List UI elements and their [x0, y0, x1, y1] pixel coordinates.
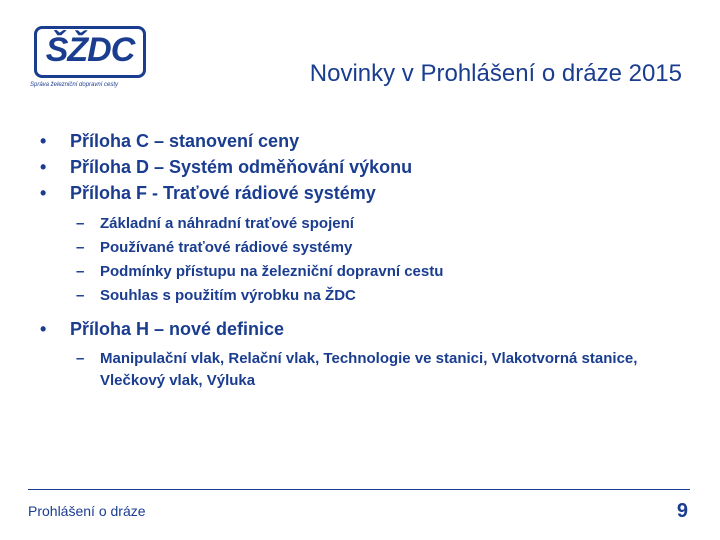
sub-item-text: Základní a náhradní traťové spojení	[100, 215, 354, 232]
bullet-text: Příloha H – nové definice	[70, 319, 285, 339]
bullet-text: Příloha D – Systém odměňování výkonu	[70, 157, 413, 177]
logo-caption: Správa železniční dopravní cesty	[30, 82, 119, 88]
bullet-marker: •	[40, 319, 47, 339]
sub-item-text: Manipulační vlak, Relační vlak, Technologie ve stanici, Vlakotvorná stanice, Vlečkový vlak, Výluka	[100, 350, 638, 389]
bullet-item	[40, 316, 700, 342]
sub-item	[40, 284, 700, 308]
bullet-text: Příloha F - Traťové rádiové systémy	[70, 183, 376, 203]
footer-divider	[28, 489, 690, 490]
bullet-text: Příloha C – stanovení ceny	[70, 131, 300, 151]
slide-content	[40, 128, 700, 400]
bullet-marker: •	[40, 157, 47, 177]
slide-title: Novinky v Prohlášení o dráze 2015	[309, 60, 682, 87]
dash-marker: –	[76, 350, 85, 367]
bullet-marker: •	[40, 131, 47, 151]
sub-item	[40, 236, 700, 260]
dash-marker: –	[76, 287, 85, 304]
sub-item	[40, 348, 700, 392]
logo-wordmark: ŠŽDC	[45, 31, 135, 69]
dash-marker: –	[76, 239, 85, 256]
bullet-item	[40, 128, 700, 154]
sub-item-text: Používané traťové rádiové systémy	[100, 239, 353, 256]
bullet-item	[40, 154, 700, 180]
sub-list	[40, 212, 700, 308]
sub-list	[40, 348, 700, 392]
footer-label: Prohlášení o dráze	[28, 503, 146, 519]
szdc-logo	[28, 24, 152, 92]
dash-marker: –	[76, 215, 85, 232]
sub-item-text: Podmínky přístupu na železniční dopravní cestu	[100, 263, 444, 280]
page-number: 9	[676, 500, 688, 522]
bullet-item	[40, 180, 700, 206]
sub-item	[40, 212, 700, 236]
sub-item-text: Souhlas s použitím výrobku na ŽDC	[100, 287, 356, 304]
bullet-marker: •	[40, 183, 47, 203]
dash-marker: –	[76, 263, 85, 280]
sub-item	[40, 260, 700, 284]
